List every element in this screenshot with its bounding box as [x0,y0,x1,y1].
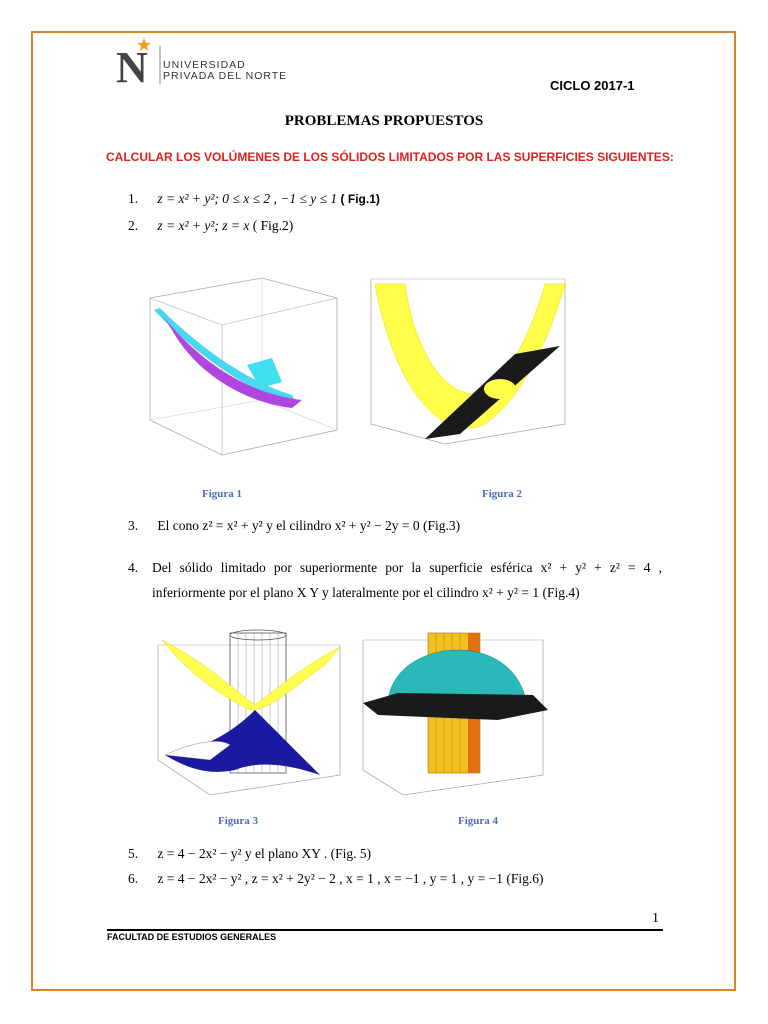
problem-number: 5. [128,846,139,861]
problem-text: El cono z² = x² + y² y el cilindro x² + y² − 2y = 0 (Fig.3) [157,518,461,533]
problem-equation: z = x² + y²; 0 ≤ x ≤ 2 , −1 ≤ y ≤ 1 [157,191,338,206]
figure-3-caption: Figura 3 [218,815,259,827]
svg-text:N: N [116,43,148,88]
figure-2-plot [365,274,575,460]
problem-equation: z = x² + y²; z = x [157,218,250,233]
logo-line-2: PRIVADA DEL NORTE [163,70,288,82]
cycle-label: CICLO 2017-1 [550,78,635,93]
logo-line-1: UNIVERSIDAD [163,59,246,71]
instruction-heading: CALCULAR LOS VOLÚMENES DE LOS SÓLIDOS LIMITADOS POR LAS SUPERFICIES SIGUIENTES: [106,150,674,164]
problem-2 [128,218,293,234]
page-number: 1 [652,911,659,926]
problem-number: 2. [128,218,139,233]
problem-1 [128,191,380,207]
problem-number: 6. [128,871,139,886]
logo-text [163,60,287,82]
problem-3 [128,518,460,534]
problem-number: 1. [128,191,139,206]
footer-faculty: FACULTAD DE ESTUDIOS GENERALES [107,932,277,942]
problem-4-line-2: inferiormente por el plano X Y y lateralmente por el cilindro x² + y² = 1 (Fig.4) [152,585,580,600]
figure-ref: ( Fig.1) [340,192,380,206]
figure-2-caption: Figura 2 [482,488,523,500]
problem-4-line-1: Del sólido limitado por superiormente por la superficie esférica x² + y² + z² = 4 , [152,560,662,575]
page-title: PROBLEMAS PROPUESTOS [284,113,484,129]
figure-4-caption: Figura 4 [458,815,499,827]
problem-4-number: 4. [128,560,139,575]
figure-1-plot [132,270,352,462]
figure-3-plot [150,625,350,800]
figure-ref: ( Fig.2) [252,218,294,233]
figure-4-plot [358,625,558,800]
footer-rule [107,929,663,931]
problem-number: 3. [128,518,139,533]
figure-1-caption: Figura 1 [202,488,243,500]
problem-6 [128,871,544,887]
problem-5 [128,846,371,862]
problem-text: z = 4 − 2x² − y² y el plano XY . (Fig. 5) [157,846,372,861]
problem-text: z = 4 − 2x² − y² , z = x² + 2y² − 2 , x = 1 , x = −1 , y = 1 , y = −1 (Fig.6) [157,871,544,886]
